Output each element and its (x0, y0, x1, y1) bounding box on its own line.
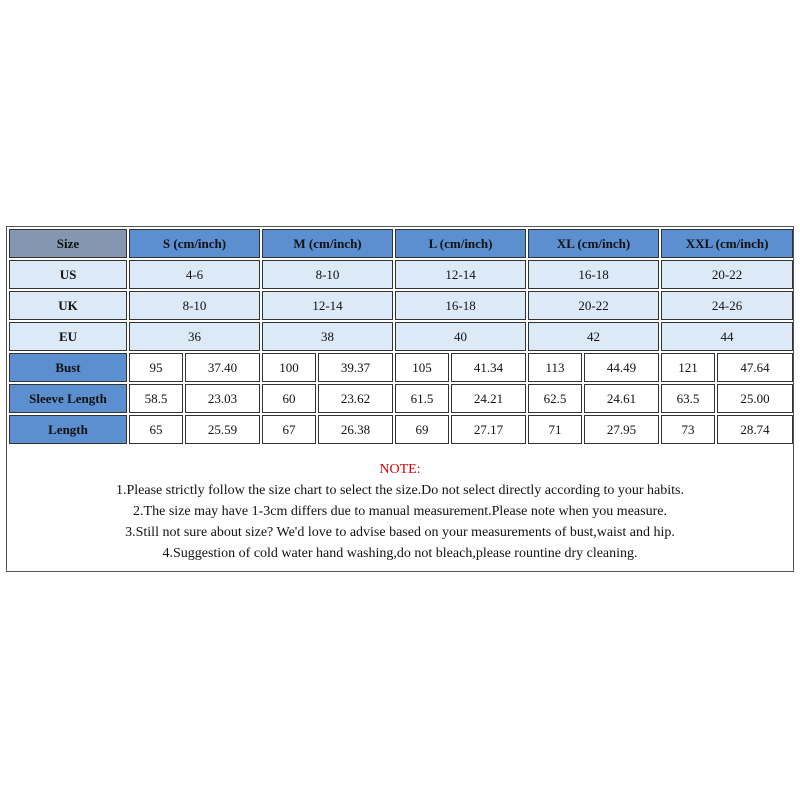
cm-cell: 71 (528, 415, 582, 444)
inch-cell: 25.00 (717, 384, 793, 413)
row-label: UK (9, 291, 127, 320)
table-cell: 36 (129, 322, 260, 351)
row-label: Bust (9, 353, 127, 382)
column-header: XL (cm/inch) (528, 229, 659, 258)
column-header: XXL (cm/inch) (661, 229, 793, 258)
size-table (7, 227, 795, 446)
cm-cell: 58.5 (129, 384, 183, 413)
cm-cell: 69 (395, 415, 449, 444)
size-chart (6, 226, 794, 572)
inch-cell: 27.17 (451, 415, 526, 444)
table-cell: 8-10 (129, 291, 260, 320)
inch-cell: 24.61 (584, 384, 659, 413)
inch-cell: 25.59 (185, 415, 260, 444)
table-cell: 42 (528, 322, 659, 351)
table-cell: 40 (395, 322, 526, 351)
table-cell: 16-18 (528, 260, 659, 289)
cm-cell: 113 (528, 353, 582, 382)
table-cell: 12-14 (395, 260, 526, 289)
column-header: S (cm/inch) (129, 229, 260, 258)
table-row (9, 415, 793, 444)
cm-cell: 62.5 (528, 384, 582, 413)
table-cell: 44 (661, 322, 793, 351)
cm-cell: 63.5 (661, 384, 715, 413)
inch-cell: 23.03 (185, 384, 260, 413)
table-cell: 16-18 (395, 291, 526, 320)
inch-cell: 44.49 (584, 353, 659, 382)
column-header: M (cm/inch) (262, 229, 393, 258)
notes-section (7, 459, 793, 564)
cm-cell: 105 (395, 353, 449, 382)
table-cell: 38 (262, 322, 393, 351)
table-cell: 4-6 (129, 260, 260, 289)
inch-cell: 41.34 (451, 353, 526, 382)
row-label: Length (9, 415, 127, 444)
cm-cell: 121 (661, 353, 715, 382)
cm-cell: 95 (129, 353, 183, 382)
cm-cell: 73 (661, 415, 715, 444)
table-row (9, 260, 793, 289)
cm-cell: 60 (262, 384, 316, 413)
inch-cell: 28.74 (717, 415, 793, 444)
cm-cell: 61.5 (395, 384, 449, 413)
inch-cell: 39.37 (318, 353, 393, 382)
row-label: Sleeve Length (9, 384, 127, 413)
cm-cell: 100 (262, 353, 316, 382)
note-line-4: 4.Suggestion of cold water hand washing,do not bleach,please rountine dry cleaning. (162, 546, 638, 561)
table-cell: 20-22 (661, 260, 793, 289)
column-header: L (cm/inch) (395, 229, 526, 258)
inch-cell: 24.21 (451, 384, 526, 413)
inch-cell: 27.95 (584, 415, 659, 444)
size-header-cell: Size (9, 229, 127, 258)
header-row (9, 229, 793, 258)
table-row (9, 322, 793, 351)
inch-cell: 23.62 (318, 384, 393, 413)
note-line-1: 1.Please strictly follow the size chart to select the size.Do not select directly according to your habits. (116, 483, 684, 498)
table-cell: 24-26 (661, 291, 793, 320)
table-cell: 8-10 (262, 260, 393, 289)
table-row (9, 291, 793, 320)
cm-cell: 67 (262, 415, 316, 444)
table-row (9, 353, 793, 382)
inch-cell: 47.64 (717, 353, 793, 382)
row-label: EU (9, 322, 127, 351)
cm-cell: 65 (129, 415, 183, 444)
table-cell: 12-14 (262, 291, 393, 320)
table-row (9, 384, 793, 413)
note-line-3: 3.Still not sure about size? We'd love to advise based on your measurements of bust,waist and hip. (125, 525, 675, 540)
table-cell: 20-22 (528, 291, 659, 320)
row-label: US (9, 260, 127, 289)
note-title: NOTE: (379, 462, 421, 477)
note-line-2: 2.The size may have 1-3cm differs due to manual measurement.Please note when you measure. (133, 504, 667, 519)
inch-cell: 26.38 (318, 415, 393, 444)
inch-cell: 37.40 (185, 353, 260, 382)
